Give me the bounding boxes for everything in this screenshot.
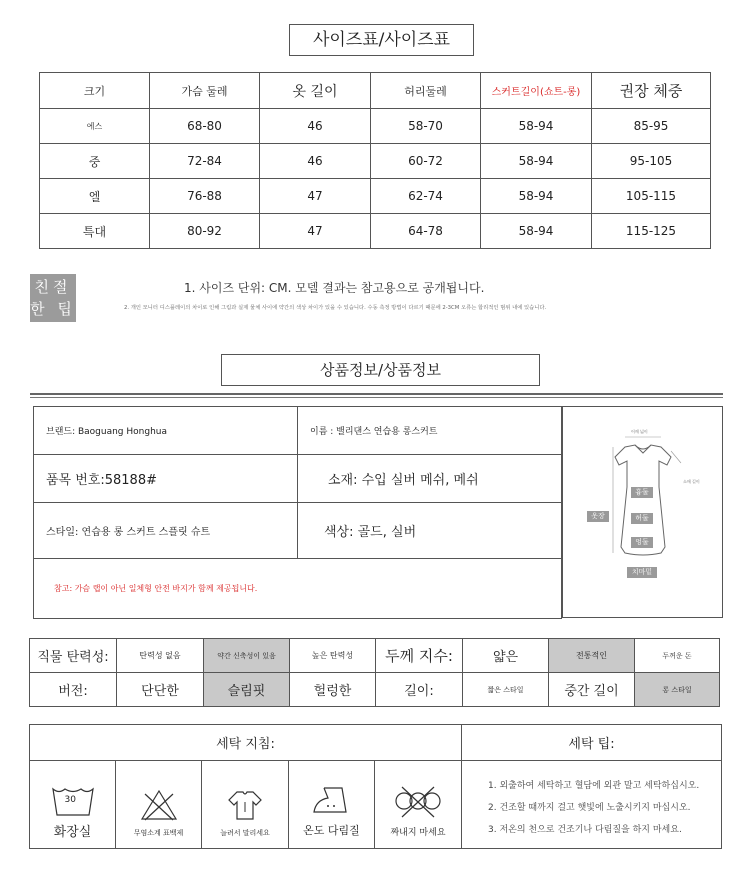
tip-line-1: 1. 사이즈 단위: CM. 모델 결과는 참고용으로 공개됩니다. [184,281,485,295]
waist-cell: 60-72 [371,144,481,179]
header-length: 옷 길이 [260,73,371,109]
hang-dry-icon [225,788,265,822]
waist-cell: 62-74 [371,179,481,214]
bust-cell: 68-80 [150,109,260,144]
attribute-table [29,638,720,707]
table-row [40,179,711,214]
size-cell: 중 [40,144,150,179]
thickness-standard: 전통적인 [549,639,635,673]
diagram-sleeve-label: 소매 길이 [683,479,700,484]
bust-cell: 72-84 [150,144,260,179]
washing-table [29,724,722,849]
header-size: 크기 [40,73,150,109]
wash-label: 화장실 [53,825,92,840]
no-bleach-label: 무염소계 표백제 [133,829,184,837]
bust-cell: 76-88 [150,179,260,214]
tip-badge [30,274,76,322]
table-row [40,214,711,249]
iron-label: 온도 다림질 [303,824,360,837]
diagram-length-label: 옷장 [587,511,609,522]
style-cell: 스타일: 연습용 롱 스커트 스플릿 슈트 [34,503,298,559]
fit-slim: 슬림핏 [204,673,290,707]
no-wring-label: 짜내지 마세요 [390,828,446,838]
iron-icon [310,782,354,816]
table-row [34,455,562,503]
material-cell: 소재: 수입 실버 메쉬, 메쉬 [298,455,562,503]
length-short: 짧은 스타일 [463,673,549,707]
diagram-hem-label: 치마밑 [627,567,657,578]
skirt-cell: 58-94 [481,109,592,144]
tip-badge-line2: 한 팁 [30,300,76,318]
washing-tips-title: 세탁 팁: [462,725,722,761]
skirt-cell: 58-94 [481,179,592,214]
header-bust: 가슴 둘레 [150,73,260,109]
no-wring-cell [375,761,462,849]
thickness-label: 두께 지수: [376,639,463,673]
table-row [34,407,562,455]
skirt-cell: 58-94 [481,144,592,179]
product-info-table [33,406,562,619]
size-table [39,72,711,249]
table-row [34,559,562,619]
table-row [40,109,711,144]
diagram-bust-label: 흉둘 [631,487,653,498]
no-bleach-cell [116,761,202,849]
section-divider [30,393,723,395]
wash-30-cell [30,761,116,849]
size-cell: 에스 [40,109,150,144]
no-wring-icon [394,785,442,819]
elasticity-none: 탄력성 없음 [117,639,204,673]
length-label: 길이: [376,673,463,707]
fit-label: 버전: [30,673,117,707]
iron-cell [289,761,375,849]
thickness-thick: 두꺼운 돈 [635,639,720,673]
fit-firm: 단단한 [117,673,204,707]
washing-icons-row [30,761,722,849]
bust-cell: 80-92 [150,214,260,249]
diagram-hip-label: 엉둘 [631,537,653,548]
table-row [34,503,562,559]
color-cell: 색상: 골드, 실버 [298,503,562,559]
header-waist: 허리둘레 [371,73,481,109]
washing-tip: 2. 건조할 때까지 걸고 햇빛에 노출시키지 마십시오. [488,803,691,813]
waist-cell: 58-70 [371,109,481,144]
length-long: 롱 스타일 [635,673,720,707]
washing-tip: 3. 저온의 천으로 건조기나 다림질을 하지 마세요. [488,825,682,835]
weight-cell: 105-115 [592,179,711,214]
length-medium: 중간 길이 [549,673,635,707]
wash-30-icon [49,785,97,819]
weight-cell: 115-125 [592,214,711,249]
table-row [40,144,711,179]
length-cell: 47 [260,179,371,214]
length-cell: 46 [260,144,371,179]
washing-header-row [30,725,722,761]
weight-cell: 85-95 [592,109,711,144]
no-bleach-icon [139,788,179,822]
note-cell: 참고: 가슴 랩이 아닌 일체형 안전 바지가 함께 제공됩니다. [34,559,562,619]
measurement-diagram [562,406,723,618]
brand-cell: 브랜드: Baoguang Honghua [34,407,298,455]
tip-badge-line1: 친절 [34,278,72,296]
elasticity-high: 높은 탄력성 [290,639,376,673]
header-skirt-length: 스커트길이(쇼트-롱) [481,73,592,109]
elasticity-slight: 약간 신축성이 있음 [204,639,290,673]
size-cell: 엘 [40,179,150,214]
size-cell: 특대 [40,214,150,249]
size-table-header [40,73,711,109]
elasticity-thickness-row [30,639,720,673]
hang-dry-cell [202,761,289,849]
washing-instructions-title: 세탁 지침: [30,725,462,761]
washing-tips-list [462,761,722,849]
length-cell: 47 [260,214,371,249]
thickness-thin: 얇은 [463,639,549,673]
skirt-cell: 58-94 [481,214,592,249]
section-divider [30,397,723,398]
fit-loose: 헐렁한 [290,673,376,707]
waist-cell: 64-78 [371,214,481,249]
diagram-waist-label: 허둘 [631,513,653,524]
length-cell: 46 [260,109,371,144]
hang-dry-label: 늘려서 말리세요 [220,829,270,837]
size-chart-title: 사이즈표/사이즈표 [289,24,474,56]
product-info-title: 상품정보/상품정보 [221,354,540,386]
tip-line-2: 2. 개인 모니터 디스플레이의 차이로 인해 그림과 실제 물체 사이에 약간의 색상 차이가 있을 수 있습니다. 수동 측정 방법이 다르기 때문에 2-3CM 오류는 합리적인 범위 내에 있습니다. [124,305,547,311]
elasticity-label: 직물 탄력성: [30,639,117,673]
fit-length-row [30,673,720,707]
wash-temp: 30 [64,795,76,805]
item-number-cell: 품목 번호:58188# [34,455,298,503]
name-cell: 이름 : 밸리댄스 연습용 롱스커트 [298,407,562,455]
washing-tip: 1. 외출하여 세탁하고 혈담에 외관 말고 세탁하십시오. [488,781,700,791]
diagram-shoulder-label: 어깨 넓이 [631,429,648,434]
weight-cell: 95-105 [592,144,711,179]
header-weight: 권장 체중 [592,73,711,109]
